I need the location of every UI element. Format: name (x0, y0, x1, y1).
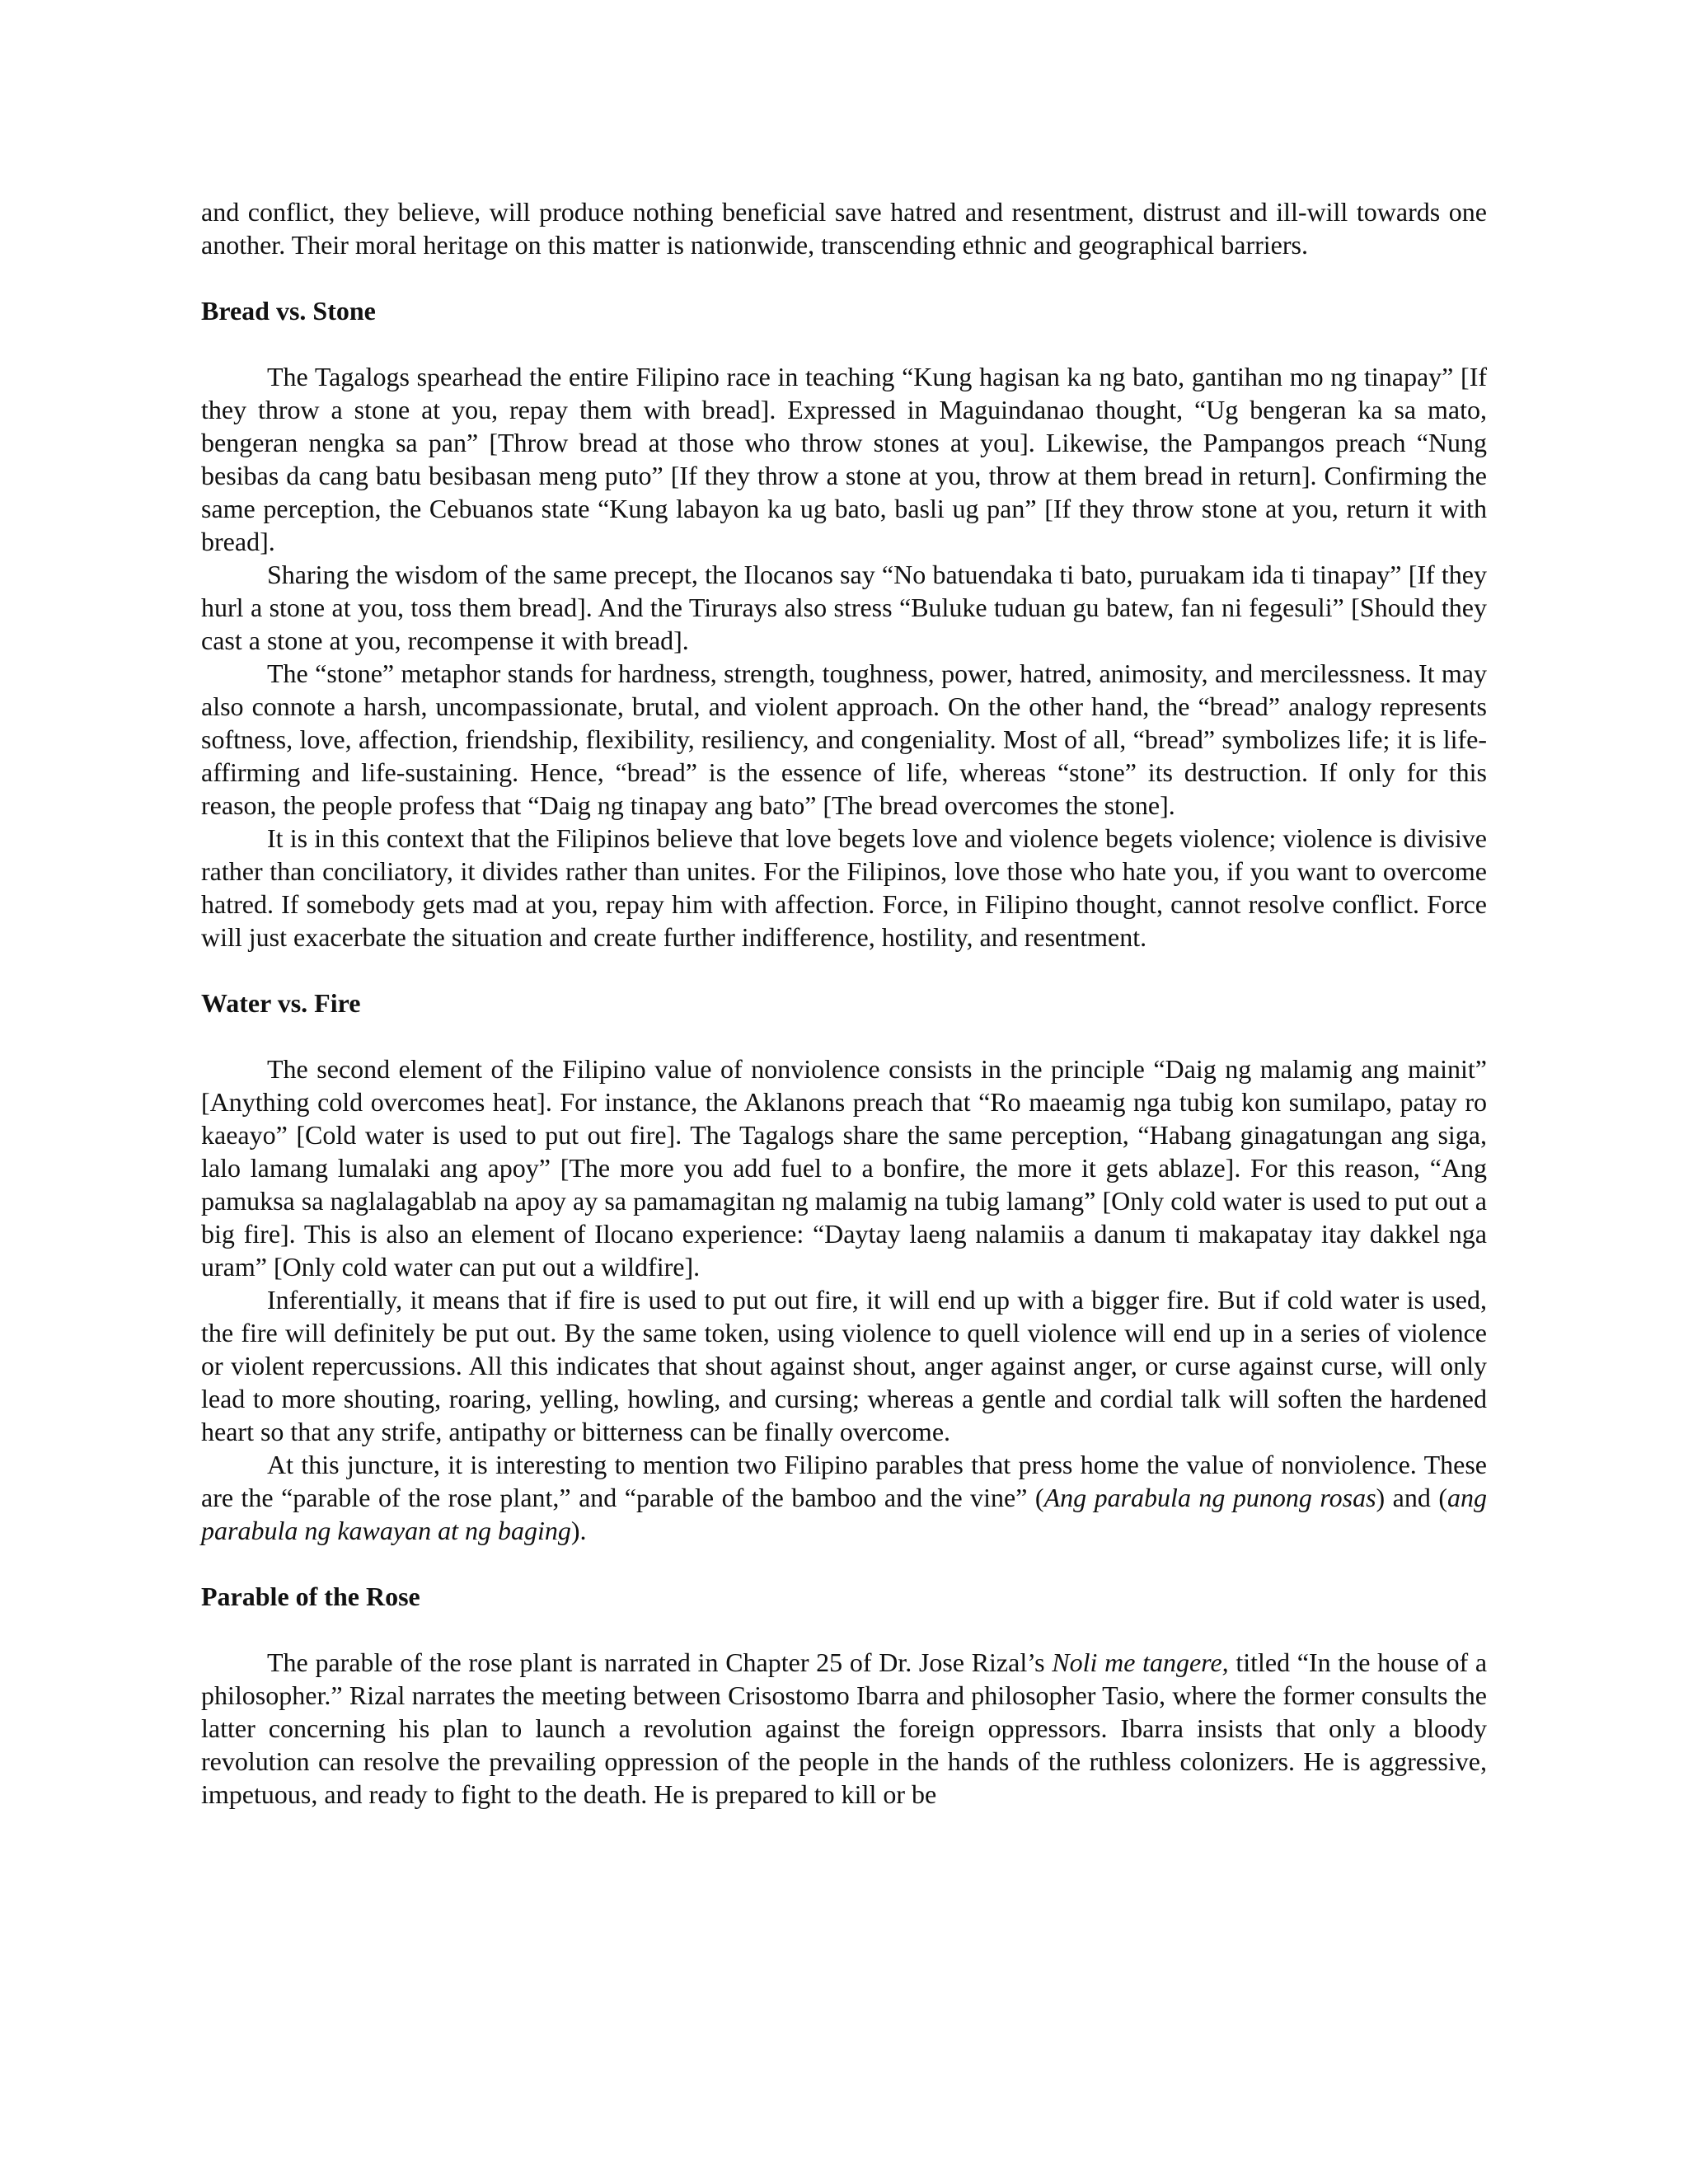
paragraph: It is in this context that the Filipinos believe that love begets love and violence begets violence; violence is divisive rather than conciliatory, it divides rather than unites. For the Filipinos, love those who hate you, if you want to overcome hatred. If somebody gets mad at you, repay him with affection. Force, in Filipino thought, cannot resolve conflict. Force will just exacerbate the situation and create further indifference, hostility, and resentment. (201, 823, 1487, 952)
italic-title: Noli me tangere, (1052, 1647, 1229, 1677)
paragraph (201, 1646, 1487, 1811)
paragraph (201, 1448, 1487, 1547)
text-run: ). (570, 1516, 587, 1545)
text-run: At this juncture, it is interesting to mention two Filipino parables that press home the value of nonviolence. These are the “parable of the rose plant,” and “parable of the bamboo and the vine” ( (201, 1450, 1487, 1512)
section-heading-bread-vs-stone: Bread vs. Stone (201, 296, 376, 326)
text-run: titled “In the house of a philosopher.” Rizal narrates the meeting between Crisostomo Ibarra and philosopher Tasio, where the former consults the latter concerning his plan to launch a revolution against the foreign oppressors. Ibarra insists that only a bloody revolution can resolve the prevailing oppression of the people in the hands of the ruthless colonizers. He is aggressive, impetuous, and ready to fight to the death. He is prepared to kill or be (201, 1647, 1488, 1809)
intro-paragraph: and conflict, they believe, will produce nothing beneficial save hatred and resentment, distrust and ill-will towards one another. Their moral heritage on this matter is nationwide, transcending ethnic and geographical barriers. (201, 197, 1487, 260)
paragraph: Sharing the wisdom of the same precept, the Ilocanos say “No batuendaka ti bato, puruakam ida ti tinapay” [If they hurl a stone at you, toss them bread]. And the Tirurays also stress “Buluke tuduan gu batew, fan ni fegesuli” [Should they cast a stone at you, recompense it with bread]. (201, 560, 1487, 655)
paragraph: Inferentially, it means that if fire is used to put out fire, it will end up with a bigger fire. But if cold water is used, the fire will definitely be put out. By the same token, using violence to quell violence will end up in a series of violence or violent repercussions. All this indicates that shout against shout, anger against anger, or curse against curse, will only lead to more shouting, roaring, yelling, howling, and cursing; whereas a gentle and cordial talk will soften the hardened heart so that any strife, antipathy or bitterness can be finally overcome. (201, 1285, 1487, 1446)
paragraph: The Tagalogs spearhead the entire Filipino race in teaching “Kung hagisan ka ng bato, gantihan mo ng tinapay” [If they throw a stone at you, repay them with bread]. Expressed in Maguindanao thought, “Ug bengeran ka sa mato, bengeran nengka sa pan” [Throw bread at those who throw stones at you]. Likewise, the Pampangos preach “Nung besibas da cang batu besibasan meng puto” [If they throw a stone at you, throw at them bread in return]. Confirming the same perception, the Cebuanos state “Kung labayon ka ug bato, basli ug pan” [If they throw stone at you, return it with bread]. (201, 362, 1487, 556)
section-heading-water-vs-fire: Water vs. Fire (201, 988, 361, 1018)
paragraph: The second element of the Filipino value of nonviolence consists in the principle “Daig ng malamig ang mainit” [Anything cold overcomes heat]. For instance, the Aklanons preach that “Ro maeamig nga tubig kon sumilapo, patay ro kaeayo” [Cold water is used to put out fire]. The Tagalogs share the same perception, “Habang ginagatungan ang siga, lalo lamang lumalaki ang apoy” [The more you add fuel to a bonfire, the more it gets ablaze]. For this reason, “Ang pamuksa sa naglalagablab na apoy ay sa pamamagitan ng malamig na tubig lamang” [Only cold water is used to put out a big fire]. This is also an element of Ilocano experience: “Daytay laeng nalamiis a danum ti makapatay itay dakkel nga uram” [Only cold water can put out a wildfire]. (201, 1054, 1487, 1282)
text-run: ) and ( (1376, 1483, 1448, 1512)
italic-title: ang parabula ng kawayan at ng baging (201, 1483, 1488, 1545)
italic-title: Ang parabula ng punong rosas (1043, 1483, 1376, 1512)
section-heading-parable-of-the-rose: Parable of the Rose (201, 1582, 420, 1611)
text-run: The parable of the rose plant is narrated in Chapter 25 of Dr. Jose Rizal’s (267, 1647, 1053, 1677)
paragraph: The “stone” metaphor stands for hardness, strength, toughness, power, hatred, animosity, and mercilessness. It may also connote a harsh, uncompassionate, brutal, and violent approach. On the other hand, the “bread” analogy represents softness, love, affection, friendship, flexibility, resiliency, and congeniality. Most of all, “bread” symbolizes life; it is life-affirming and life-sustaining. Hence, “bread” is the essence of life, whereas “stone” its destruction. If only for this reason, the people profess that “Daig ng tinapay ang bato” [The bread overcomes the stone]. (201, 658, 1487, 820)
